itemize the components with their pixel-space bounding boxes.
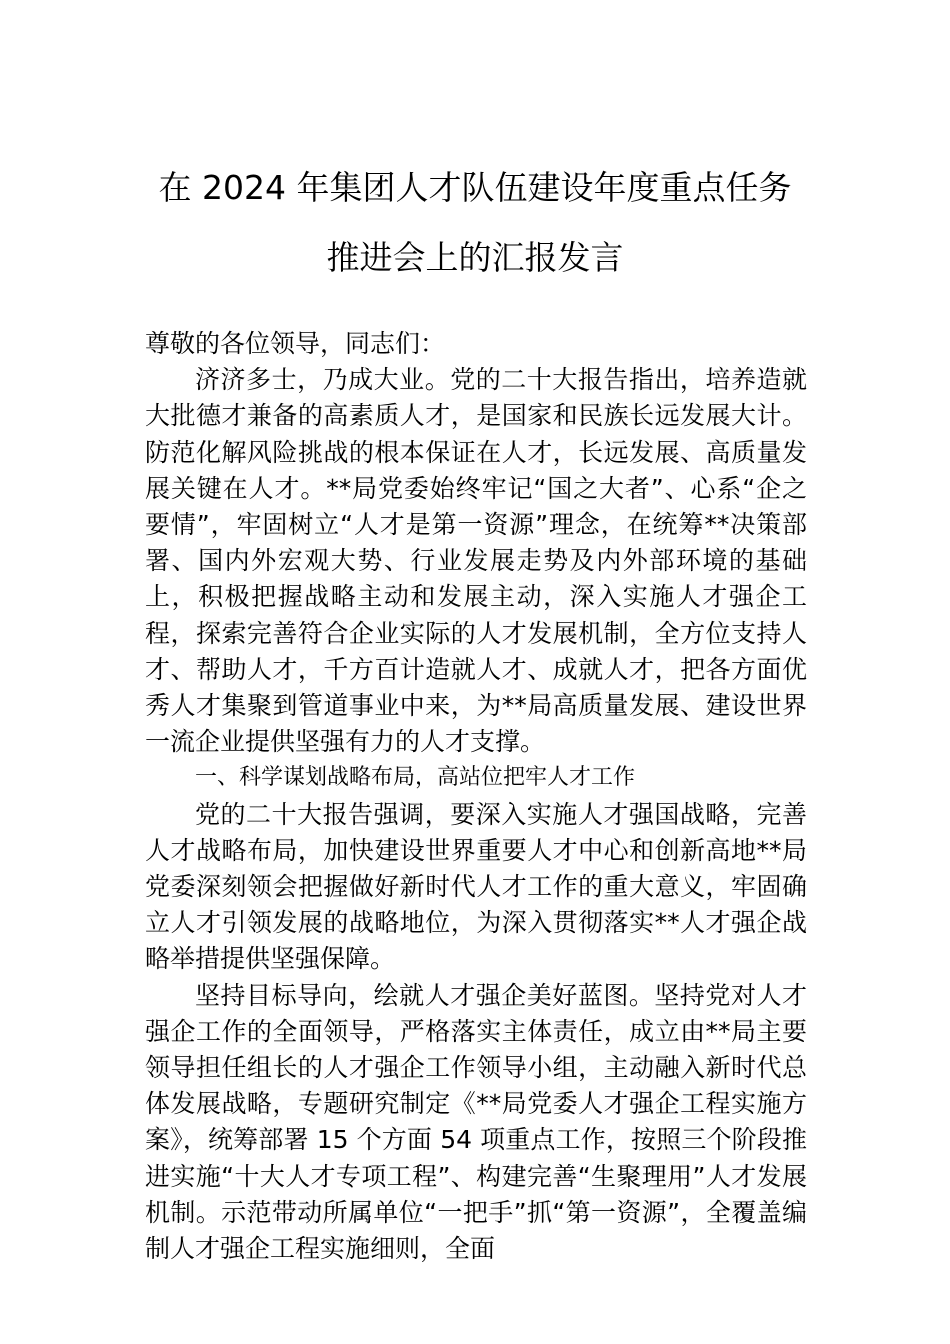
- document-title-line-2: 推进会上的汇报发言: [326, 238, 624, 277]
- paragraph-section-1: 党的二十大报告强调，要深入实施人才强国战略，完善人才战略布局，加快建设世界重要人才中心和创新高地**局党委深刻领会把握做好新时代人才工作的重大意义，牢固确立人才引领发展的战略地位，为深入贯彻落实**人才强企战略举措提供坚强保障。: [145, 799, 807, 974]
- document-title-line-1: 在 2024 年集团人才队伍建设年度重点任务: [158, 168, 792, 207]
- section-heading-1: 一、科学谋划战略布局，高站位把牢人才工作: [195, 765, 636, 791]
- document-body: [145, 326, 807, 1267]
- salutation: 尊敬的各位领导，同志们：: [145, 329, 446, 358]
- paragraph-intro: 济济多士，乃成大业。党的二十大报告指出，培养造就大批德才兼备的高素质人才，是国家和民族长远发展大计。防范化解风险挑战的根本保证在人才，长远发展、高质量发展关键在人才。**局党委始终牢记“国之大者”、心系“企之要情”，牢固树立“人才是第一资源”理念，在统筹**决策部署、国内外宏观大势、行业发展走势及内外部环境的基础上，积极把握战略主动和发展主动，深入实施人才强企工程，探索完善符合企业实际的人才发展机制，全方位支持人才、帮助人才，千方百计造就人才、成就人才，把各方面优秀人才集聚到管道事业中来，为**局高质量发展、建设世界一流企业提供坚强有力的人才支撑。: [145, 365, 807, 757]
- paragraph-goal-oriented: 坚持目标导向，绘就人才强企美好蓝图。坚持党对人才强企工作的全面领导，严格落实主体责任，成立由**局主要领导担任组长的人才强企工作领导小组，主动融入新时代总体发展战略，专题研究制定《**局党委人才强企工程实施方案》，统筹部署 15 个方面 54 项重点工作，按照三个阶段推进实施“十大人才专项工程”、构建完善“生聚理用”人才发展机制。示范带动所属单位“一把手”抓“第一资源”，全覆盖编制人才强企工程实施细则，全面: [145, 980, 807, 1264]
